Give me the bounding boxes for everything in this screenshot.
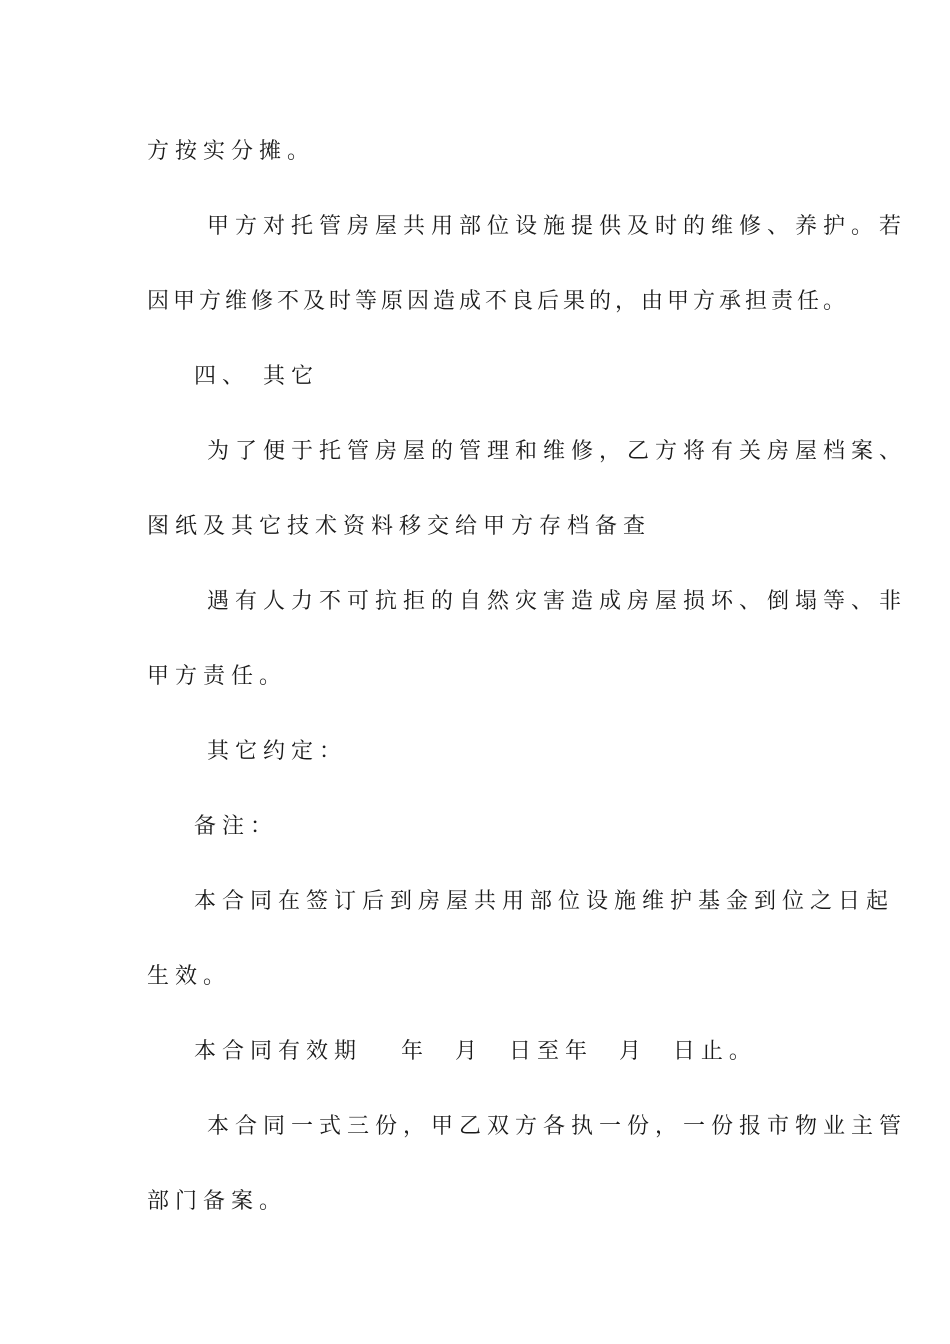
text-line: 部门备案。 xyxy=(147,1189,288,1214)
section-heading: 四、 其它 xyxy=(194,364,319,389)
text-line: 本合同在签订后到房屋共用部位设施维护基金到位之日起 xyxy=(194,889,895,914)
text-line: 甲方对托管房屋共用部位设施提供及时的维修、养护。若 xyxy=(207,214,908,239)
text-line: 方按实分摊。 xyxy=(147,139,316,164)
text-line: 遇有人力不可抗拒的自然灾害造成房屋损坏、倒塌等、非 xyxy=(207,589,908,614)
text-line: 本合同一式三份，甲乙双方各执一份，一份报市物业主管 xyxy=(207,1114,908,1139)
text-line: 本合同有效期 年 月 日至年 月 日止。 xyxy=(194,1039,757,1064)
text-line: 生效。 xyxy=(147,964,232,989)
text-line: 甲方责任。 xyxy=(147,664,288,689)
text-line: 为了便于托管房屋的管理和维修，乙方将有关房屋档案、 xyxy=(207,439,908,464)
text-line: 备注： xyxy=(194,814,279,839)
text-line: 图纸及其它技术资料移交给甲方存档备查 xyxy=(147,514,652,539)
text-line: 其它约定： xyxy=(207,739,348,764)
text-line: 因甲方维修不及时等原因造成不良后果的，由甲方承担责任。 xyxy=(147,289,850,314)
